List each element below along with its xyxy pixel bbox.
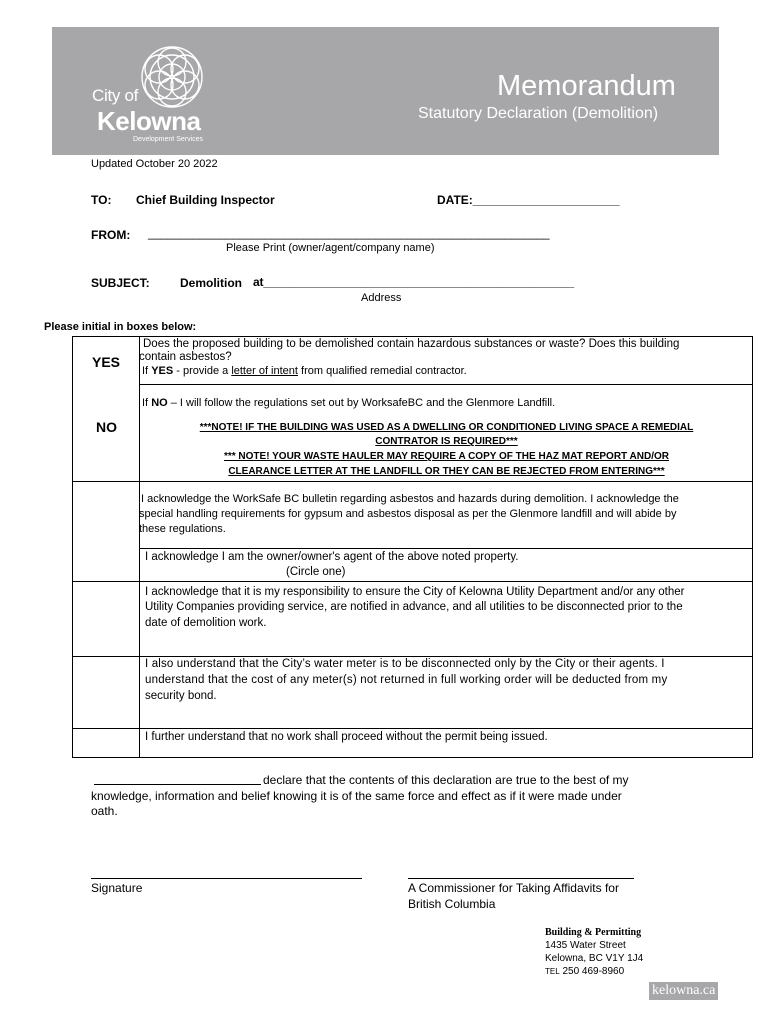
ack-worksafe-line-3: these regulations.	[139, 523, 226, 535]
address-hint: Address	[361, 292, 402, 304]
subject-value: Demolition	[180, 276, 242, 290]
from-hint: Please Print (owner/agent/company name)	[226, 242, 435, 254]
office-telephone: TEL 250 469-8960	[545, 966, 625, 977]
commissioner-line-2: British Columbia	[408, 897, 496, 911]
logo-kelowna-text: Kelowna	[97, 106, 201, 136]
no-label: NO	[96, 419, 117, 435]
row-divider	[139, 548, 752, 549]
office-street: 1435 Water Street	[545, 940, 626, 951]
ack-owner-circle-one: (Circle one)	[286, 566, 346, 578]
city-of-kelowna-logo-icon	[139, 44, 205, 110]
to-value: Chief Building Inspector	[136, 193, 275, 207]
ack-utility-line-3: date of demolition work.	[145, 617, 267, 629]
logo-city-of-text: City of	[92, 86, 139, 105]
declaration-line-1: declare that the contents of this declaration are true to the best of my	[263, 773, 629, 787]
declaration-line-2: knowledge, information and belief knowing it is of the same force and effect as if it were made under	[91, 789, 622, 803]
subject-label: SUBJECT:	[91, 276, 150, 290]
initial-box-permit[interactable]	[73, 729, 139, 758]
yes-label: YES	[92, 354, 121, 370]
declarant-name-line[interactable]	[94, 784, 261, 785]
commissioner-signature-line[interactable]	[408, 878, 634, 879]
note-remedial-line-2: CONTRATOR IS REQUIRED***	[375, 436, 518, 447]
from-field[interactable]: ______________________________________________________________	[148, 226, 550, 240]
initial-box-no[interactable]	[73, 394, 139, 481]
ack-owner-line-1: I acknowledge I am the owner/owner's agent of the above noted property.	[145, 551, 519, 563]
question-line-2: contain asbestos?	[139, 351, 232, 363]
from-label: FROM:	[91, 228, 131, 242]
ack-meter-line-2: understand that the cost of any meter(s) not returned in full working order will be deducted from my	[145, 674, 668, 686]
declaration-line-3: oath.	[91, 804, 118, 818]
subject-address-field[interactable]: at________________________________________________	[253, 275, 575, 289]
updated-date: Updated October 20 2022	[91, 158, 218, 170]
note-remedial-line-1: ***NOTE! IF THE BUILDING WAS USED AS A DWELLING OR CONDITIONED LIVING SPACE A REMEDIAL	[199, 422, 694, 433]
question-line-1: Does the proposed building to be demolished contain hazardous substances or waste? Does this building	[143, 338, 680, 350]
commissioner-line-1: A Commissioner for Taking Affidavits for	[408, 881, 619, 895]
note-hazmat-line-1: *** NOTE! YOUR WASTE HAULER MAY REQUIRE A COPY OF THE HAZ MAT REPORT AND/OR	[223, 451, 670, 462]
office-name: Building & Permitting	[545, 927, 642, 938]
initial-instruction: Please initial in boxes below:	[44, 321, 197, 333]
declaration-table	[72, 336, 753, 758]
letter-of-intent-link[interactable]: letter of intent	[231, 365, 298, 377]
row-divider	[73, 481, 752, 482]
ack-worksafe-line-1: I acknowledge the WorkSafe BC bulletin regarding asbestos and hazards during demolition. I acknowledge the	[141, 493, 679, 505]
row-divider	[73, 728, 752, 729]
table-column-divider	[139, 337, 140, 757]
website-link[interactable]: kelowna.ca	[649, 982, 718, 1000]
to-label: TO:	[91, 193, 112, 207]
initial-box-utility[interactable]	[73, 582, 139, 656]
note-hazmat-line-2: CLEARANCE LETTER AT THE LANDFILL OR THEY CAN BE REJECTED FROM ENTERING***	[228, 466, 665, 477]
office-city: Kelowna, BC V1Y 1J4	[545, 953, 644, 964]
ack-permit: I further understand that no work shall proceed without the permit being issued.	[145, 731, 548, 743]
memo-title: Memorandum	[497, 70, 676, 102]
date-field[interactable]: DATE:______________________	[437, 193, 620, 207]
logo-development-services-text: Development Services	[133, 136, 204, 143]
ack-meter-line-1: I also understand that the City’s water meter is to be disconnected only by the City or their agents. I	[145, 658, 665, 670]
signature-label: Signature	[91, 881, 143, 895]
initial-box-meter[interactable]	[73, 657, 139, 728]
initial-box-worksafe-owner[interactable]	[73, 482, 139, 581]
memo-subtitle: Statutory Declaration (Demolition)	[418, 105, 659, 122]
row-divider	[73, 581, 752, 582]
yes-instruction: If YES - provide a letter of intent from qualified remedial contractor.	[142, 365, 467, 377]
signature-line[interactable]	[91, 878, 362, 879]
ack-worksafe-line-2: special handling requirements for gypsum and asbestos disposal as per the Glenmore landfill and will abide by	[139, 508, 677, 520]
ack-utility-line-1: I acknowledge that it is my responsibility to ensure the City of Kelowna Utility Department and/or any other	[145, 586, 685, 598]
row-divider	[139, 384, 752, 385]
ack-meter-line-3: security bond.	[145, 690, 217, 702]
no-instruction: If NO – I will follow the regulations set out by WorksafeBC and the Glenmore Landfill.	[142, 397, 556, 409]
ack-utility-line-2: Utility Companies providing service, are notified in advance, and all utilities to be disconnected prior to the	[145, 601, 683, 613]
